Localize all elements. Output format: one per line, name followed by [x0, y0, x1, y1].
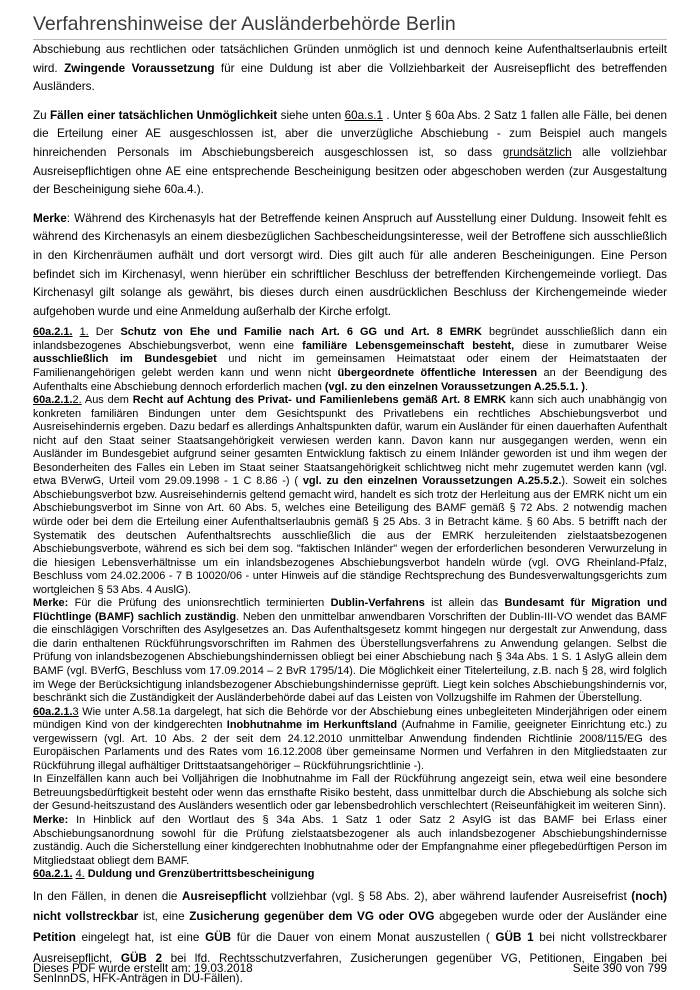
created-date: Dieses PDF wurde erstellt am: 19.03.2018 — [33, 962, 253, 975]
section-number: 60a.2.1. — [33, 868, 73, 881]
paragraph-volljaehrige: In Einzelfällen kann auch bei Volljährigen die Inobhutnahme im Fall der Rückführung angezeigt sein, etwa weil eine besondere Betreuungsbedürftigkeit besteht oder wenn das ernsthafte Risiko besteht, dass unmittelbar durch die Abschiebung als solche sich der Gesund-heitszustand des Ausländers wesentlich oder gar lebensbedrohlich verschlechtert (Reiseunfähigkeit im weiteren Sinn). — [33, 773, 667, 813]
paragraph-intro: Abschiebung aus rechtlichen oder tatsächlichen Gründen unmöglich ist und dennoch keine Aufenthaltserlaubnis erteilt wird. Zwingende Voraussetzung für eine Duldung ist aber die Vollziehbarkeit der Ausreisepflicht des betreffenden Ausländers. — [33, 43, 667, 94]
merke-bamf-zustaendigkeit: Merke: In Hinblick auf den Wortlaut des § 34a Abs. 1 Satz 1 oder Satz 2 AsylG ist das BAMF bei Erlass einer Abschiebungsanordnung sowohl für die Prüfung zielstaatsbezogener als auch inlandsbezogener Abschiebungshindernisse zuständig. Auch die Sicherstellung einer kindgerechten Inobhutnahme oder der Empfangnahme einer pflegebedürftigen Person im Mitgliedstaat obliegt dem BAMF. — [33, 814, 667, 867]
page-title: Verfahrenshinweise der Ausländerbehörde Berlin — [33, 13, 456, 35]
section-number: 60a.2.1. — [33, 705, 73, 718]
cross-reference-link[interactable]: 60a.s.1 — [344, 108, 383, 122]
page-footer — [33, 961, 667, 977]
section-number: 60a.2.1. — [33, 326, 73, 339]
paragraph-gueb: In den Fällen, in denen die Ausreisepflicht vollziehbar (vgl. § 58 Abs. 2), aber während laufender Ausreisefrist (noch) nicht vollstreckbar ist, eine Zusicherung gegenüber dem VG oder OVG abgegeben wurde oder der Ausländer eine Petition eingelegt hat, ist eine GÜB für die Dauer von einem Monat auszustellen ( GÜB 1 bei nicht vollstreckbarer Ausreisepflicht, GÜB 2 bei lfd. Rechtsschutzverfahren, Zusicherungen gegenüber VG, Petitionen, Eingaben bei SenInnDS, HFK-Anträgen in DÜ-Fällen). — [33, 889, 668, 986]
section-60a-2-1-1: 60a.2.1. 1. Der Schutz von Ehe und Familie nach Art. 6 GG und Art. 8 EMRK begründet ausschließlich dann ein inlandsbezogenes Abschiebungsverbot, wenn eine familiäre Lebensgemeinschaft besteht, diese in zumutbarer Weise ausschließlich im Bundesgebiet und nicht im gemeinsamen Heimatstaat oder einem der Heimatstaaten der Familienangehörigen gelebt werden kann und wenn nicht übergeordnete öffentliche Interessen an der Beendigung des Aufenthalts eine Abschiebung dennoch erforderlich machen (vgl. zu den einzelnen Voraussetzungen A.25.5.1. ). — [33, 326, 668, 393]
section-60a-2-1-4-heading: 60a.2.1. 4. Duldung und Grenzübertrittsbescheinigung — [33, 868, 315, 881]
section-60a-2-1-3: 60a.2.1.3 Wie unter A.58.1a dargelegt, hat sich die Behörde vor der Abschiebung eines unbegleiteten Minderjährigen oder einem mündigen Kind von der kindgerechten Inobhutnahme im Herkunftsland (Aufnahme in Familie, geeigneter Einrichtung etc.) zu vergewissern (vgl. Art. 10 Abs. 2 der seit dem 24.12.2010 unmittelbar Anwendung findenden Richtlinie 2008/115/EG des Europäischen Parlaments und des Rates vom 16.12.2008 über gemeinsame Normen und Verfahren in den Mitgliedstaaten zur Rückführung illegal aufhältiger Drittstaatsangehöriger – Rückführungsrichtlinie -). — [33, 705, 668, 772]
page-number: Seite 390 von 799 — [572, 962, 667, 975]
section-number: 60a.2.1. — [33, 394, 73, 407]
paragraph-kirchenasyl: Merke: Während des Kirchenasyls hat der Betreffende keinen Anspruch auf Ausstellung einer Duldung. Insoweit fehlt es während des Kirchenasyls an einem diesbezüglichen Sachbescheidungsinteresse, weil der Betroffene sich ausschließlich in den Kirchenräumen aufhält und dort versorgt wird. Dies gilt auch für alle anderen Bescheinigungen. Eine Person befindet sich im Kirchenasyl, wenn hierüber ein schriftlicher Beschluss der betreffenden Kirchengemeinde vorliegt. Das Kirchenasyl gilt solange als gewährt, bis dieses durch einen ausdrücklichen Beschluss der Kirchengemeinde wieder aufgehoben wurde und eine Anmeldung außerhalb der Kirche erfolgt. — [33, 211, 667, 318]
paragraph-tatsaechliche-unmoeglichkeit: Zu Fällen einer tatsächlichen Unmöglichkeit siehe unten 60a.s.1 . Unter § 60a Abs. 2 Satz 1 fallen alle Fälle, bei denen die Erteilung einer AE ausgeschlossen ist, aber die unverzügliche Abschiebung - zum Beispiel auch mangels hinreichenden Personals im Abschiebungsbereich ausgeschlossen ist, so dass grundsätzlich alle vollziehbar Ausreisepflichtigen ohne AE eine entsprechende Bescheinigung besitzen oder abgeschoben werden (zur Ausgestaltung der Bescheinigung siehe 60a.4.). — [33, 108, 667, 197]
page-header — [33, 10, 667, 40]
merke-dublin-verfahren: Merke: Für die Prüfung des unionsrechtlich terminierten Dublin-Verfahrens ist allein das Bundesamt für Migration und Flüchtlinge (BAMF) sachlich zuständig. Neben den unmittelbar anwendbaren Vorschriften der Dublin-III-VO wendet das BAMF die einschlägigen Vorschriften des Asylgesetzes an. Das Aufenthaltsgesetz kommt hingegen nur dergestalt zur Anwendung, dass die darin enthaltenen Rückführungsvorschriften im Rahmen des Überstellungsverfahrens zu Anwendung gelangen. Selbst die Prüfung von inlandsbezogenen Abschiebungshindernissen obliegt bei einer Abschiebung nach § 34a Abs. 1 S. 1 AslyG allein dem BAMF (vgl. BVerfG, Beschluss vom 17.09.2014 – 2 BvR 1795/14). Die Möglichkeit einer Titelerteilung, z.B. nach § 28, wird folglich im Wege der Berücksichtigung inlandsbezogener Abschiebungshindernisse geprüft. Liegt kein solches Abschiebungshindernis vor, beschränkt sich die Zuständigkeit der Ausländerbehörde dabei auf das Leisten von Vollzugshilfe im Rahmen der Überstellung. — [33, 597, 667, 705]
section-60a-2-1-2: 60a.2.1.2. Aus dem Recht auf Achtung des Privat- und Familienlebens gemäß Art. 8 EMRK kann sich auch unabhängig von konkreten familiären Bindungen unter dem Gesichtspunkt des Privatlebens ein rechtliches Abschiebungsverbot und Ausreisehindernis ergeben. Dazu bedarf es allerdings Anhaltspunkten dafür, warum ein Ausländer für einen dauerhaften Aufenthalt nicht auf den Staat seiner Staatsangehörigkeit verwiesen werden kann. Davon kann nur ausgegangen werden, wenn ein Ausländer im Bundesgebiet aufgrund seiner gesamten Entwicklung faktisch zu einem Inländer geworden ist und ihm wegen der Besonderheiten des Falles ein Leben im Staat seiner Staatsangehörigkeit schlichtweg nicht mehr zugemutet werden kann (vgl. etwa BVerwG, Urteil vom 29.09.1998 - 1 C 8.86 -) ( vgl. zu den einzelnen Voraussetzungen A.25.5.2.). Soweit ein solches Abschiebungsverbot bzw. Ausreisehindernis geltend gemacht wird, handelt es sich trotz der Herleitung aus der EMRK nicht um ein Abschiebungsverbot im Sinne von Art. 60 Abs. 5, welches eine Beteiligung des BAMF gemäß § 72 Abs. 2 notwendig machen würde oder bei dem die Erteilung einer Aufenthaltserlaubnis gemäß § 25 Abs. 3 in Betracht käme. § 60 Abs. 5 betrifft nach der Systematik des deutschen Aufenthaltsrechts ausschließlich die aus der EMRK herzuleitenden zielstaatsbezogenen Abschiebungsverbote, während es sich bei dem sog. "faktischen Inländer" wegen der erforderlichen besonderen Verwurzelung in die hiesigen Lebensverhältnisse um ein inlandsbezogenes Abschiebungsverbot handeln würde (vgl. OVG Rheinland-Pfalz, Beschluss vom 24.02.2006 - 7 B 10020/06 - unter Hinweis auf die ständige Rechtsprechung des Bundesverwaltungsgerichts zum wortgleichen § 53 Abs. 4 AuslG). — [33, 394, 668, 596]
document-body — [33, 41, 667, 990]
